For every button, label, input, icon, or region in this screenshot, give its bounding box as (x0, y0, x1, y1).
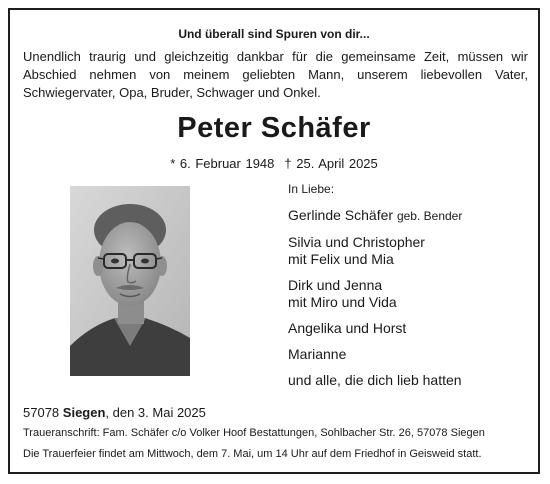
place-date-line (23, 404, 533, 421)
mourner-line: Dirk und Jenna (288, 277, 383, 293)
mourner-group (288, 346, 538, 363)
place-postcode: 57078 (23, 405, 60, 420)
mourner-group (288, 372, 538, 389)
portrait-photo (70, 186, 190, 376)
mourner-line: mit Miro und Vida (288, 294, 397, 310)
footer (23, 404, 533, 468)
place-city: Siegen (62, 405, 106, 420)
mourner-line: Marianne (288, 346, 347, 362)
intro-text (23, 48, 528, 102)
mourners-list (288, 182, 538, 398)
mourner-line: Angelika und Horst (288, 320, 407, 336)
mourner-line: Silvia und Christopher (288, 234, 425, 250)
birth-date: * 6. Februar 1948 (170, 156, 275, 171)
mourner-line: und alle, die dich lieb hatten (288, 372, 462, 388)
intro-line: Schwiegervater, Opa, Bruder, Schwager und Onkel. (23, 85, 321, 100)
maiden-name: geb. Bender (396, 209, 463, 223)
deceased-name: Peter Schäfer (177, 112, 371, 144)
mourner-group (288, 277, 538, 311)
intro-line: Abschied nehmen von meinem geliebten Mann, unserem liebevollen Vater, (23, 67, 528, 82)
mourner-group (288, 320, 538, 337)
funeral-info: Die Trauerfeier findet am Mittwoch, dem 7. Mai, um 14 Uhr auf dem Friedhof in Geisweid statt. (23, 448, 482, 460)
mourner-group (288, 234, 538, 268)
mourner-group (288, 207, 538, 225)
mourner-line: mit Felix und Mia (288, 251, 394, 267)
mourning-address: Traueranschrift: Fam. Schäfer c/o Volker Hoof Bestattungen, Sohlbacher Str. 26, 57078 Siegen (23, 427, 485, 439)
intro-line: Unendlich traurig und gleichzeitig dankbar für die gemeinsame Zeit, müssen wir (23, 49, 528, 64)
obituary-card (8, 8, 540, 474)
portrait-illustration (70, 186, 190, 376)
place-date: , den 3. Mai 2025 (105, 405, 206, 420)
death-date: † 25. April 2025 (284, 156, 378, 171)
life-dates (10, 156, 538, 171)
mourners-heading: In Liebe: (288, 182, 335, 196)
mourner-line: Gerlinde Schäfer (288, 207, 394, 223)
motto: Und überall sind Spuren von dir... (178, 27, 370, 41)
